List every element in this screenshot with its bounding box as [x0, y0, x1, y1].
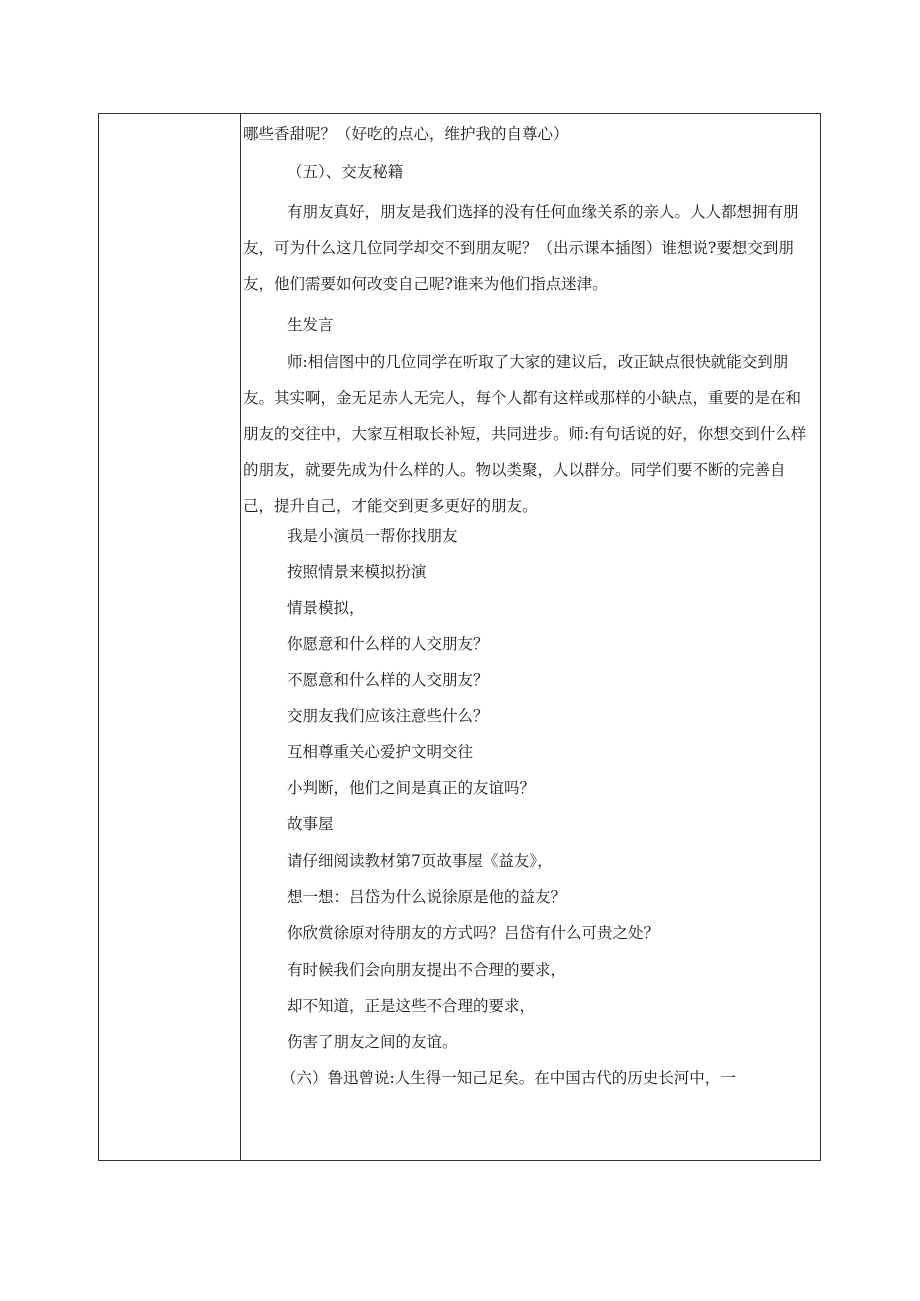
- lesson-table: [98, 113, 821, 1161]
- text-line: 情景模拟，: [287, 599, 365, 617]
- text-line: 哪些香甜呢？（好吃的点心，维护我的自尊心）: [243, 125, 569, 143]
- text-line: 却不知道，正是这些不合理的要求，: [287, 997, 536, 1015]
- text-line: 我是小演员一帮你找朋友: [287, 527, 458, 545]
- paragraph: 师:相信图中的几位同学在听取了大家的建议后，改正缺点很快就能交到朋友。其实啊，金无足赤人无完人，每个人都有这样或那样的小缺点，重要的是在和朋友的交往中，大家互相取长补短，共同进步。师:有句话说的好，你想交到什么样的朋友，就要先成为什么样的人。物以类聚，人以群分。同学们要不断的完善自己，提升自己，才能交到更多更好的朋友。: [243, 353, 807, 515]
- text-line: （六）鲁迅曾说:人生得一知己足矣。在中国古代的历史长河中，一: [281, 1069, 736, 1087]
- text-line: 你欣赏徐原对待朋友的方式吗？吕岱有什么可贵之处？: [287, 924, 660, 942]
- text-line: 不愿意和什么样的人交朋友？: [287, 671, 489, 689]
- table-left-column: [99, 114, 241, 1160]
- text-line: 你愿意和什么样的人交朋友？: [287, 635, 489, 653]
- section-heading: （五）、交友秘籍: [287, 163, 404, 181]
- text-line: 想一想：吕岱为什么说徐原是他的益友？: [287, 888, 567, 906]
- table-right-column: [241, 114, 820, 1160]
- text-line: 小判断，他们之间是真正的友谊吗？: [287, 779, 536, 797]
- text-line: 按照情景来模拟扮演: [287, 563, 427, 581]
- paragraph: 有朋友真好，朋友是我们选择的没有任何血缘关系的亲人。人人都想拥有朋友，可为什么这几位同学却交不到朋友呢？（出示课本插图）谁想说?要想交到朋友，他们需要如何改变自己呢?谁来为他们指点迷津。: [243, 203, 799, 293]
- text-line: 互相尊重关心爱护文明交往: [287, 743, 474, 761]
- text-line: 故事屋: [287, 815, 334, 833]
- text-line: 有时候我们会向朋友提出不合理的要求，: [287, 961, 567, 979]
- text-line: 伤害了朋友之间的友谊。: [287, 1033, 458, 1051]
- text-line: 请仔细阅读教材第7页故事屋《益友》，: [287, 852, 553, 870]
- text-line: 交朋友我们应该注意些什么？: [287, 707, 489, 725]
- text-line: 生发言: [287, 316, 334, 334]
